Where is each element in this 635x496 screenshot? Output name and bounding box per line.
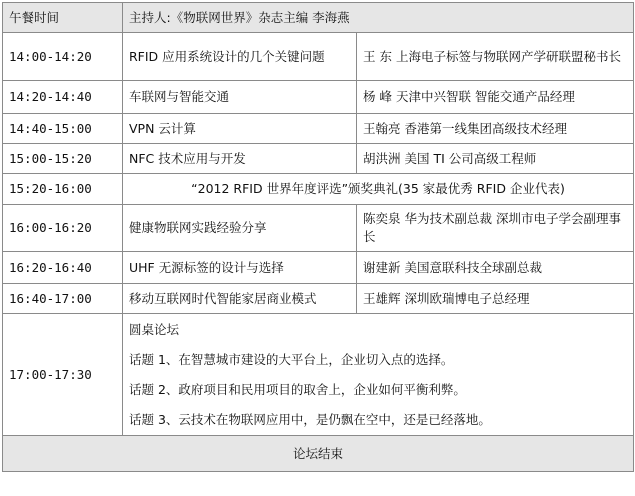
header-row	[3, 3, 634, 33]
roundtable-content	[123, 314, 634, 436]
session-speaker: 王 东 上海电子标签与物联网产学研联盟秘书长	[357, 33, 634, 81]
session-time: 14:40-15:00	[3, 114, 123, 144]
ceremony-time: 15:20-16:00	[3, 174, 123, 205]
roundtable-topic: 话题 1、在智慧城市建设的大平台上，企业切入点的选择。	[129, 351, 454, 367]
ceremony-row	[3, 174, 634, 205]
session-topic: 健康物联网实践经验分享	[123, 205, 357, 252]
roundtable-title: 圆桌论坛	[129, 321, 180, 337]
forum-end-text: 论坛结束	[3, 436, 634, 472]
session-topic: 移动互联网时代智能家居商业模式	[123, 284, 357, 314]
schedule-row	[3, 33, 634, 81]
session-speaker: 谢建新 美国意联科技全球副总裁	[357, 252, 634, 284]
session-topic: UHF 无源标签的设计与选择	[123, 252, 357, 284]
schedule-row	[3, 114, 634, 144]
schedule-row	[3, 144, 634, 174]
session-time: 14:20-14:40	[3, 81, 123, 114]
roundtable-row	[3, 314, 634, 436]
session-speaker: 胡洪洲 美国 TI 公司高级工程师	[357, 144, 634, 174]
schedule-row	[3, 284, 634, 314]
session-time: 16:20-16:40	[3, 252, 123, 284]
ceremony-text: “2012 RFID 世界年度评选”颁奖典礼(35 家最优秀 RFID 企业代表)	[123, 174, 634, 205]
host-info: 主持人:《物联网世界》杂志主编 李海燕	[123, 3, 634, 33]
session-speaker: 王翰亮 香港第一线集团高级技术经理	[357, 114, 634, 144]
session-time: 16:00-16:20	[3, 205, 123, 252]
session-time: 14:00-14:20	[3, 33, 123, 81]
session-time: 16:40-17:00	[3, 284, 123, 314]
roundtable-time: 17:00-17:30	[3, 314, 123, 436]
roundtable-topic: 话题 3、云技术在物联网应用中，是仍飘在空中，还是已经落地。	[129, 411, 491, 427]
session-topic: VPN 云计算	[123, 114, 357, 144]
session-topic: NFC 技术应用与开发	[123, 144, 357, 174]
lunch-time-label: 午餐时间	[3, 3, 123, 33]
schedule-row	[3, 81, 634, 114]
schedule-table	[2, 2, 634, 472]
footer-row	[3, 436, 634, 472]
schedule-row	[3, 252, 634, 284]
session-speaker: 杨 峰 天津中兴智联 智能交通产品经理	[357, 81, 634, 114]
session-topic: RFID 应用系统设计的几个关键问题	[123, 33, 357, 81]
session-time: 15:00-15:20	[3, 144, 123, 174]
session-speaker: 王雄辉 深圳欧瑞博电子总经理	[357, 284, 634, 314]
schedule-row	[3, 205, 634, 252]
session-speaker: 陈奕泉 华为技术副总裁 深圳市电子学会副理事长	[357, 205, 634, 252]
roundtable-topic: 话题 2、政府项目和民用项目的取舍上，企业如何平衡利弊。	[129, 381, 466, 397]
session-topic: 车联网与智能交通	[123, 81, 357, 114]
